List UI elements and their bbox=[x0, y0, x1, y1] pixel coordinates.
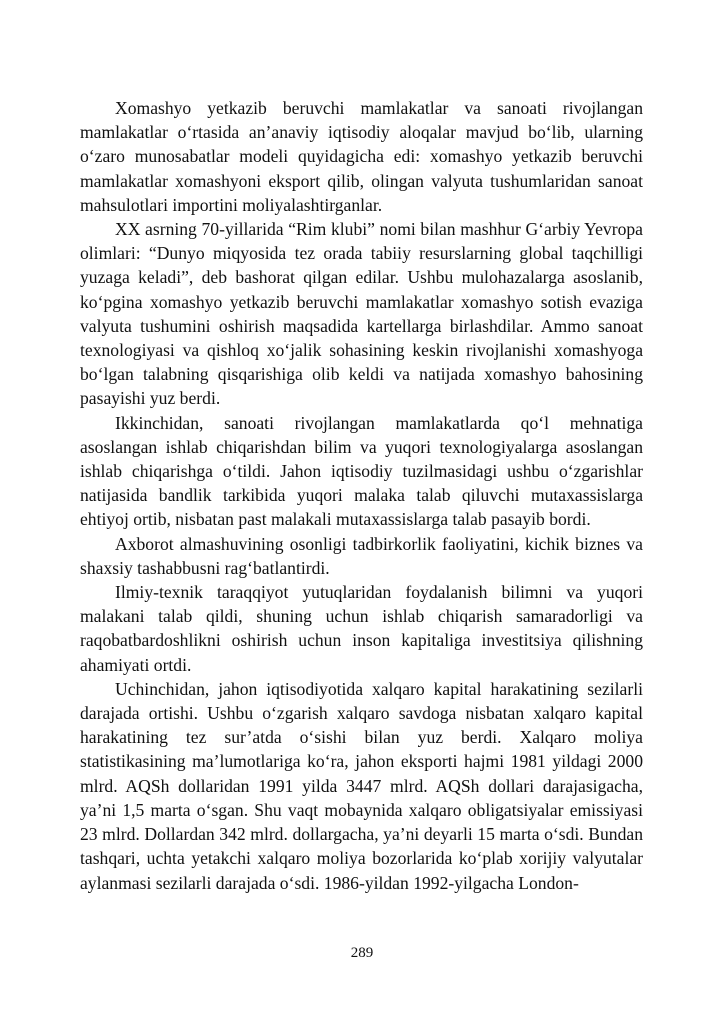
paragraph-1: Xomashyo yetkazib beruvchi mamlakatlar va sanoati rivojlangan mamlakatlar o‘rtasida an’anaviy iqtisodiy aloqalar mavjud bo‘lib, ularning o‘zaro munosabatlar modeli quyidagicha edi: xomashyo yetkazib beruvchi mamlakatlar xomashyoni eksport qilib, olingan valyuta tushumlaridan sanoat mahsulotlari importini moliyalashtirganlar. bbox=[80, 98, 643, 215]
page-body bbox=[80, 96, 643, 895]
page-number: 289 bbox=[350, 945, 374, 961]
paragraph-4: Axborot almashuvining osonligi tadbirkorlik faoliyatini, kichik biznes va shaxsiy tashabbusni rag‘batlantirdi. bbox=[80, 533, 643, 578]
paragraph-2: XX asrning 70-yillarida “Rim klubi” nomi bilan mashhur G‘arbiy Yevropa olimlari: “Dunyo miqyosida tez orada tabiiy resurslarning global taqchilligi yuzaga keladi”, deb bashorat qilgan edilar. Ushbu mulohazalarga asoslanib, ko‘pgina xomashyo yetkazib beruvchi mamlakatlar xomashyo sotish evaziga valyuta tushumini oshirish maqsadida kartellarga birlashdilar. Ammo sanoat texnologiyasi va qishloq xo‘jalik sohasining keskin rivojlanishi xomashyoga bo‘lgan talabning qisqarishiga olib keldi va natijada xomashyo bahosining pasayishi yuz berdi. bbox=[80, 219, 643, 409]
paragraph-5: Ilmiy-texnik taraqqiyot yutuqlaridan foydalanish bilimni va yuqori malakani talab qildi, shuning uchun ishlab chiqarish samaradorligi va raqobatbardoshlikni oshirish uchun inson kapitaliga investitsiya qilishning ahamiyati ortdi. bbox=[80, 582, 643, 675]
paragraph-6: Uchinchidan, jahon iqtisodiyotida xalqaro kapital harakatining sezilarli darajada ortishi. Ushbu o‘zgarish xalqaro savdoga nisbatan xalqaro kapital harakatining tez sur’atda o‘sishi bilan yuz berdi. Xalqaro moliya statistikasining ma’lumotlariga ko‘ra, jahon eksporti hajmi 1981 yildagi 2000 mlrd. AQSh dollaridan 1991 yilda 3447 mlrd. AQSh dollari darajasigacha, ya’ni 1,5 marta o‘sgan. Shu vaqt mobaynida xalqaro obligatsiyalar emissiyasi 23 mlrd. Dollardan 342 mlrd. dollargacha, ya’ni deyarli 15 marta o‘sdi. Bundan tashqari, uchta yetakchi xalqaro moliya bozorlarida ko‘plab xorijiy valyutalar aylanmasi sezilarli darajada o‘sdi. 1986-yildan 1992-yilgacha London- bbox=[80, 678, 643, 893]
paragraph-3: Ikkinchidan, sanoati rivojlangan mamlakatlarda qo‘l mehnatiga asoslangan ishlab chiqarishdan bilim va yuqori texnologiyalarga asoslangan ishlab chiqarishga o‘tildi. Jahon iqtisodiy tuzilmasidagi ushbu o‘zgarishlar natijasida bandlik tarkibida yuqori malaka talab qiluvchi mutaxassislarga ehtiyoj ortib, nisbatan past malakali mutaxassislarga talab pasayib bordi. bbox=[80, 412, 643, 530]
